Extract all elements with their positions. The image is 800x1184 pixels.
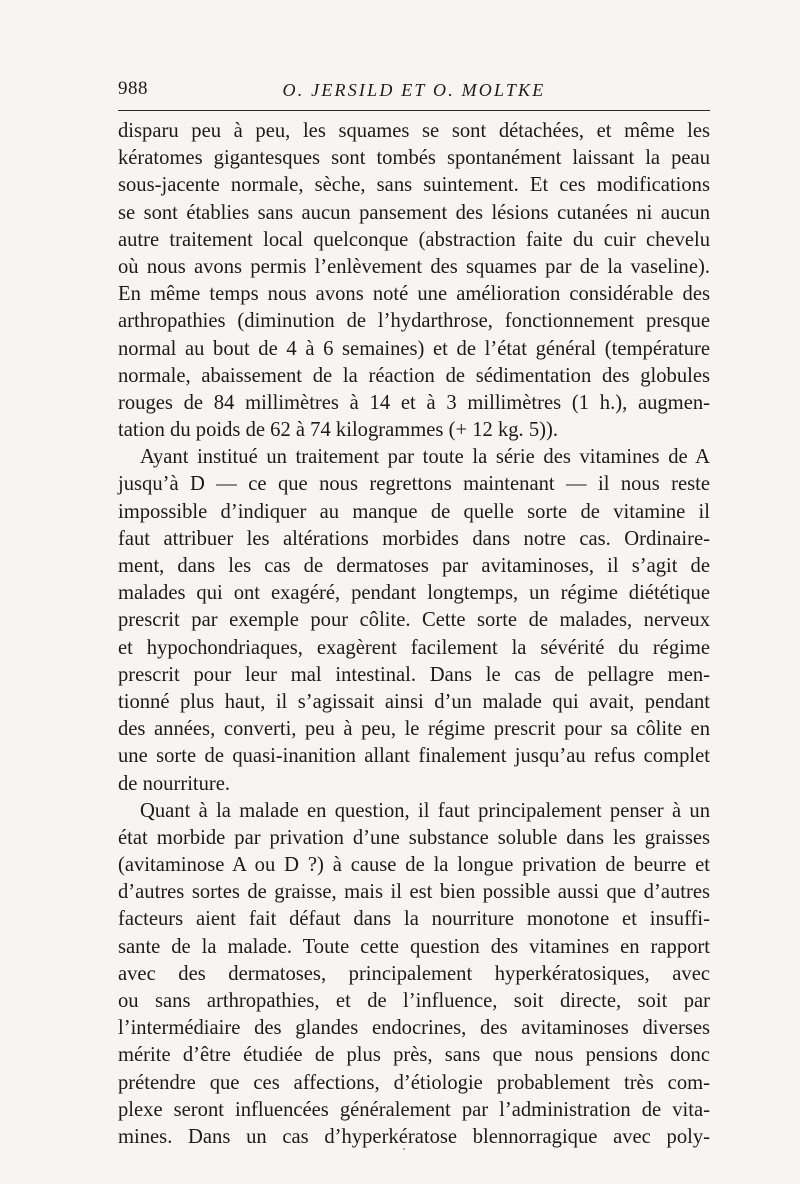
text-line: état morbide par privation d’une substance soluble dans les graisses — [118, 826, 710, 849]
page-number: 988 — [118, 78, 148, 99]
header-rule — [118, 110, 710, 111]
text-line: sante de la malade. Toute cette question des vitamines en rapport — [118, 935, 710, 958]
body-text — [118, 118, 710, 1151]
text-line: normal au bout de 4 à 6 semaines) et de l’état général (température — [118, 337, 710, 360]
text-line: et hypochondriaques, exagèrent facilement la sévérité du régime — [118, 636, 710, 659]
text-line: plexe seront influencées généralement par l’administration de vita- — [118, 1098, 710, 1121]
text-line: tation du poids de 62 à 74 kilogrammes (+ 12 kg. 5)). — [118, 419, 559, 442]
text-line: mines. Dans un cas d’hyperkératose blennorragique avec poly- — [118, 1125, 710, 1148]
text-line: prescrit pour leur mal intestinal. Dans le cas de pellagre men- — [118, 663, 710, 686]
text-line: se sont établies sans aucun pansement des lésions cutanées ni aucun — [118, 201, 710, 224]
text-line: En même temps nous avons noté une amélioration considérable des — [118, 283, 710, 306]
text-line: de nourriture. — [118, 772, 231, 795]
text-line: prétendre que ces affections, d’étiologie probablement très com- — [118, 1071, 710, 1094]
text-line: ou sans arthropathies, et de l’influence, soit directe, soit par — [118, 990, 710, 1012]
text-line: d’autres sortes de graisse, mais il est bien possible aussi que d’autres — [118, 881, 710, 904]
text-line: ment, dans les cas de dermatoses par avitaminoses, il s’agit de — [118, 555, 710, 577]
text-line: disparu peu à peu, les squames se sont détachées, et même les — [118, 120, 710, 142]
text-line: autre traitement local quelconque (abstraction faite du cuir chevelu — [118, 228, 710, 251]
paper-speck — [403, 1148, 405, 1150]
text-line: impossible d’indiquer au manque de quelle sorte de vitamine il — [118, 500, 710, 523]
text-line: où nous avons permis l’enlèvement des squames par de la vaseline). — [118, 255, 710, 278]
text-line: (avitaminose A ou D ?) à cause de la longue privation de beurre et — [118, 854, 710, 877]
text-line: l’intermédiaire des glandes endocrines, des avitaminoses diverses — [118, 1017, 710, 1040]
running-head — [118, 78, 710, 106]
text-line: facteurs aient fait défaut dans la nourriture monotone et insuffi- — [118, 908, 710, 931]
text-line: prescrit par exemple pour côlite. Cette sorte de malades, nerveux — [118, 609, 710, 632]
text-line: normale, abaissement de la réaction de sédimentation des globules — [118, 364, 710, 387]
text-line: jusqu’à D — ce que nous regrettons maintenant — il nous reste — [118, 473, 710, 496]
text-line: sous-jacente normale, sèche, sans suintement. Et ces modifications — [118, 174, 710, 197]
text-line: tionné plus haut, il s’agissait ainsi d’un malade qui avait, pendant — [118, 690, 710, 713]
text-line: Ayant institué un traitement par toute la série des vitamines de A — [140, 446, 710, 469]
text-line: arthropathies (diminution de l’hydarthrose, fonctionnement presque — [118, 310, 710, 333]
text-line: Quant à la malade en question, il faut principalement penser à un — [140, 799, 710, 822]
text-line: mérite d’être étudiée de plus près, sans que nous pensions donc — [118, 1044, 710, 1067]
text-line: kératomes gigantesques sont tombés spontanément laissant la peau — [118, 147, 710, 170]
text-line: malades qui ont exagéré, pendant longtemps, un régime diététique — [118, 582, 710, 605]
text-line: des années, converti, peu à peu, le régime prescrit pour sa côlite en — [118, 718, 710, 741]
running-title: O. JERSILD ET O. MOLTKE — [282, 80, 546, 100]
text-line: faut attribuer les altérations morbides dans notre cas. Ordinaire- — [118, 527, 710, 550]
text-line: avec des dermatoses, principalement hyperkératosiques, avec — [118, 962, 710, 985]
text-line: rouges de 84 millimètres à 14 et à 3 millimètres (1 h.), augmen- — [118, 391, 710, 414]
text-line: une sorte de quasi-inanition allant finalement jusqu’au refus complet — [118, 745, 710, 768]
